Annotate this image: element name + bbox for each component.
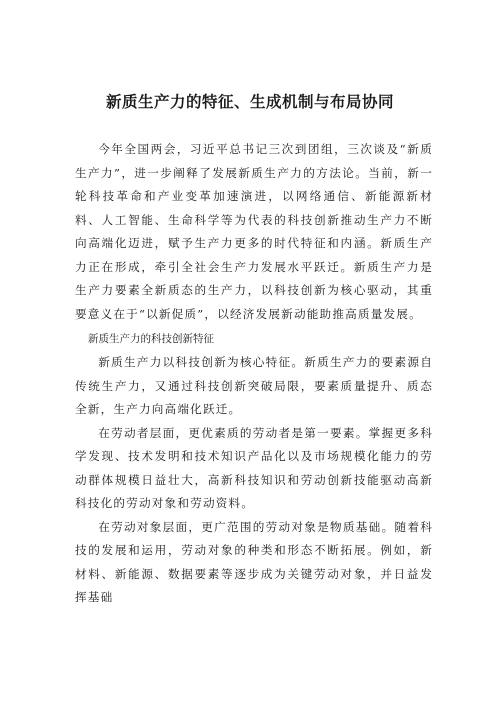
document-title: 新质生产力的特征、生成机制与布局协同	[105, 93, 394, 111]
document-body	[75, 138, 433, 610]
section-paragraph-3: 在劳动对象层面，更广范围的劳动对象是物质基础。随着科技的发展和运用，劳动对象的种类和形态不断拓展。例如，新材料、新能源、数据要素等逐步成为关键劳动对象，并日益发挥基础	[75, 519, 433, 604]
intro-paragraph: 今年全国两会，习近平总书记三次到团组，三次谈及“新质生产力”，进一步阐释了发展新质生产力的方法论。当前，新一轮科技革命和产业变革加速演进，以网络通信、新能源新材料、人工智能、生命科学等为代表的科技创新推动生产力不断向高端化迈进，赋予生产力更多的时代特征和内涵。新质生产力正在形成，牵引全社会生产力发展水平跃迁。新质生产力是生产力要素全新质态的生产力，以科技创新为核心驱动，其重要意义在于“以新促质”，以经济发展新动能助推高质量发展。	[75, 142, 433, 321]
section-paragraph-2: 在劳动者层面，更优素质的劳动者是第一要素。掌握更多科学发现、技术发明和技术知识产品化以及市场规模化能力的劳动群体规模日益壮大，高新科技知识和劳动创新技能驱动高新科技化的劳动对象和劳动资料。	[75, 425, 433, 510]
section-heading: 新质生产力的科技创新特征	[88, 333, 214, 345]
section-paragraph-1: 新质生产力以科技创新为核心特征。新质生产力的要素源自传统生产力，又通过科技创新突破局限，要素质量提升、质态全新，生产力向高端化跃迁。	[75, 355, 433, 416]
